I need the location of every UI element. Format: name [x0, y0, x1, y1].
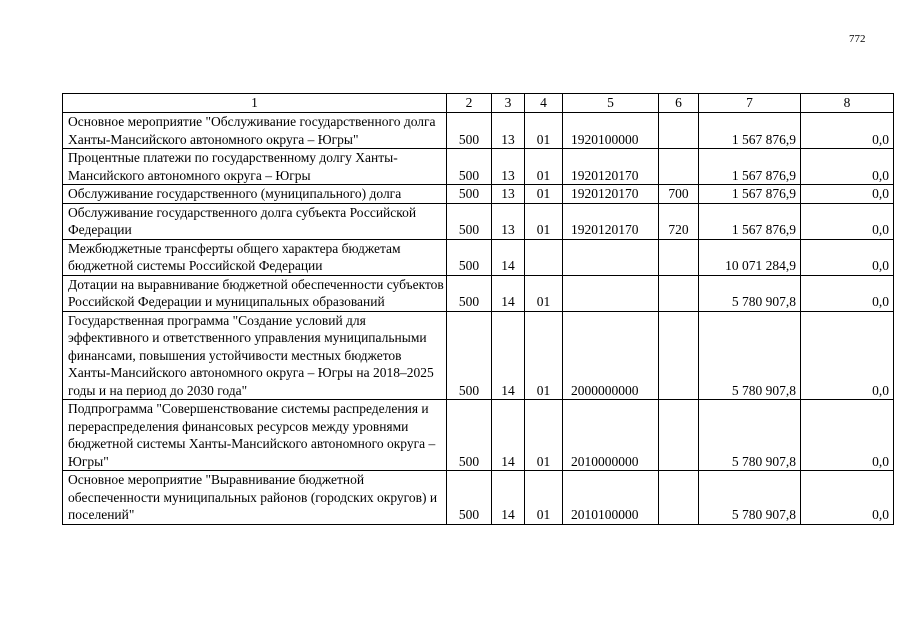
- table-row: [63, 185, 894, 204]
- cell-amount-2: 0,0: [801, 149, 894, 185]
- cell-ministry-code: 500: [447, 275, 492, 311]
- cell-expense-type-code: [659, 400, 699, 471]
- cell-amount: 1 567 876,9: [699, 185, 801, 204]
- cell-ministry-code: 500: [447, 400, 492, 471]
- cell-expense-type-code: [659, 239, 699, 275]
- cell-name: Государственная программа "Создание условий для эффективного и ответственного управления муниципальными финансами, повышения устойчивости местных бюджетов Ханты-Мансийского автономного округа – Югры на 2018–2025 годы и на период до 2030 года": [63, 311, 447, 400]
- header-row: [63, 94, 894, 113]
- cell-amount: 10 071 284,9: [699, 239, 801, 275]
- header-col-1: 1: [63, 94, 447, 113]
- cell-amount: 1 567 876,9: [699, 203, 801, 239]
- header-col-8: 8: [801, 94, 894, 113]
- cell-section-code: 13: [492, 149, 525, 185]
- cell-section-code: 13: [492, 113, 525, 149]
- budget-table: [62, 93, 894, 525]
- cell-name: Основное мероприятие "Обслуживание государственного долга Ханты-Мансийского автономного округа – Югры": [63, 113, 447, 149]
- cell-target-code: 2010100000: [563, 471, 659, 525]
- cell-section-code: 14: [492, 311, 525, 400]
- cell-amount-2: 0,0: [801, 113, 894, 149]
- table-body: [63, 113, 894, 525]
- cell-section-code: 13: [492, 203, 525, 239]
- cell-subsection-code: 01: [525, 311, 563, 400]
- cell-subsection-code: 01: [525, 275, 563, 311]
- cell-amount: 5 780 907,8: [699, 471, 801, 525]
- cell-ministry-code: 500: [447, 203, 492, 239]
- cell-expense-type-code: [659, 113, 699, 149]
- cell-name: Процентные платежи по государственному долгу Ханты-Мансийского автономного округа – Югры: [63, 149, 447, 185]
- cell-expense-type-code: [659, 275, 699, 311]
- cell-target-code: 1920120170: [563, 203, 659, 239]
- cell-ministry-code: 500: [447, 239, 492, 275]
- cell-amount: 5 780 907,8: [699, 311, 801, 400]
- cell-target-code: 1920120170: [563, 149, 659, 185]
- cell-subsection-code: 01: [525, 149, 563, 185]
- table-row: [63, 275, 894, 311]
- cell-amount-2: 0,0: [801, 471, 894, 525]
- table-row: [63, 149, 894, 185]
- cell-name: Подпрограмма "Совершенствование системы распределения и перераспределения финансовых ресурсов между уровнями бюджетной системы Ханты-Мансийского автономного округа – Югры": [63, 400, 447, 471]
- cell-expense-type-code: [659, 311, 699, 400]
- cell-subsection-code: 01: [525, 113, 563, 149]
- cell-amount: 5 780 907,8: [699, 275, 801, 311]
- cell-ministry-code: 500: [447, 471, 492, 525]
- cell-ministry-code: 500: [447, 113, 492, 149]
- header-col-4: 4: [525, 94, 563, 113]
- cell-expense-type-code: 700: [659, 185, 699, 204]
- table-row: [63, 239, 894, 275]
- cell-expense-type-code: [659, 149, 699, 185]
- cell-amount-2: 0,0: [801, 239, 894, 275]
- cell-ministry-code: 500: [447, 185, 492, 204]
- cell-amount-2: 0,0: [801, 400, 894, 471]
- cell-subsection-code: 01: [525, 203, 563, 239]
- header-col-2: 2: [447, 94, 492, 113]
- cell-section-code: 14: [492, 275, 525, 311]
- cell-name: Дотации на выравнивание бюджетной обеспеченности субъектов Российской Федерации и муниципальных образований: [63, 275, 447, 311]
- cell-amount: 1 567 876,9: [699, 113, 801, 149]
- cell-section-code: 13: [492, 185, 525, 204]
- cell-target-code: 2010000000: [563, 400, 659, 471]
- cell-subsection-code: 01: [525, 400, 563, 471]
- cell-subsection-code: [525, 239, 563, 275]
- table-header: [63, 94, 894, 113]
- cell-name: Основное мероприятие "Выравнивание бюджетной обеспеченности муниципальных районов (городских округов) и поселений": [63, 471, 447, 525]
- header-col-7: 7: [699, 94, 801, 113]
- cell-expense-type-code: [659, 471, 699, 525]
- cell-name: Межбюджетные трансферты общего характера бюджетам бюджетной системы Российской Федерации: [63, 239, 447, 275]
- cell-amount-2: 0,0: [801, 203, 894, 239]
- cell-target-code: [563, 239, 659, 275]
- cell-target-code: 1920100000: [563, 113, 659, 149]
- cell-ministry-code: 500: [447, 149, 492, 185]
- cell-expense-type-code: 720: [659, 203, 699, 239]
- page-number: 772: [849, 33, 866, 45]
- cell-target-code: 1920120170: [563, 185, 659, 204]
- cell-ministry-code: 500: [447, 311, 492, 400]
- table-row: [63, 400, 894, 471]
- header-col-6: 6: [659, 94, 699, 113]
- cell-subsection-code: 01: [525, 471, 563, 525]
- cell-subsection-code: 01: [525, 185, 563, 204]
- cell-section-code: 14: [492, 400, 525, 471]
- table-row: [63, 311, 894, 400]
- header-col-5: 5: [563, 94, 659, 113]
- cell-name: Обслуживание государственного (муниципального) долга: [63, 185, 447, 204]
- cell-amount: 5 780 907,8: [699, 400, 801, 471]
- cell-section-code: 14: [492, 471, 525, 525]
- cell-target-code: [563, 275, 659, 311]
- table-row: [63, 203, 894, 239]
- cell-name: Обслуживание государственного долга субъекта Российской Федерации: [63, 203, 447, 239]
- cell-section-code: 14: [492, 239, 525, 275]
- table-row: [63, 113, 894, 149]
- header-col-3: 3: [492, 94, 525, 113]
- cell-amount-2: 0,0: [801, 185, 894, 204]
- cell-target-code: 2000000000: [563, 311, 659, 400]
- cell-amount-2: 0,0: [801, 275, 894, 311]
- table-row: [63, 471, 894, 525]
- cell-amount-2: 0,0: [801, 311, 894, 400]
- cell-amount: 1 567 876,9: [699, 149, 801, 185]
